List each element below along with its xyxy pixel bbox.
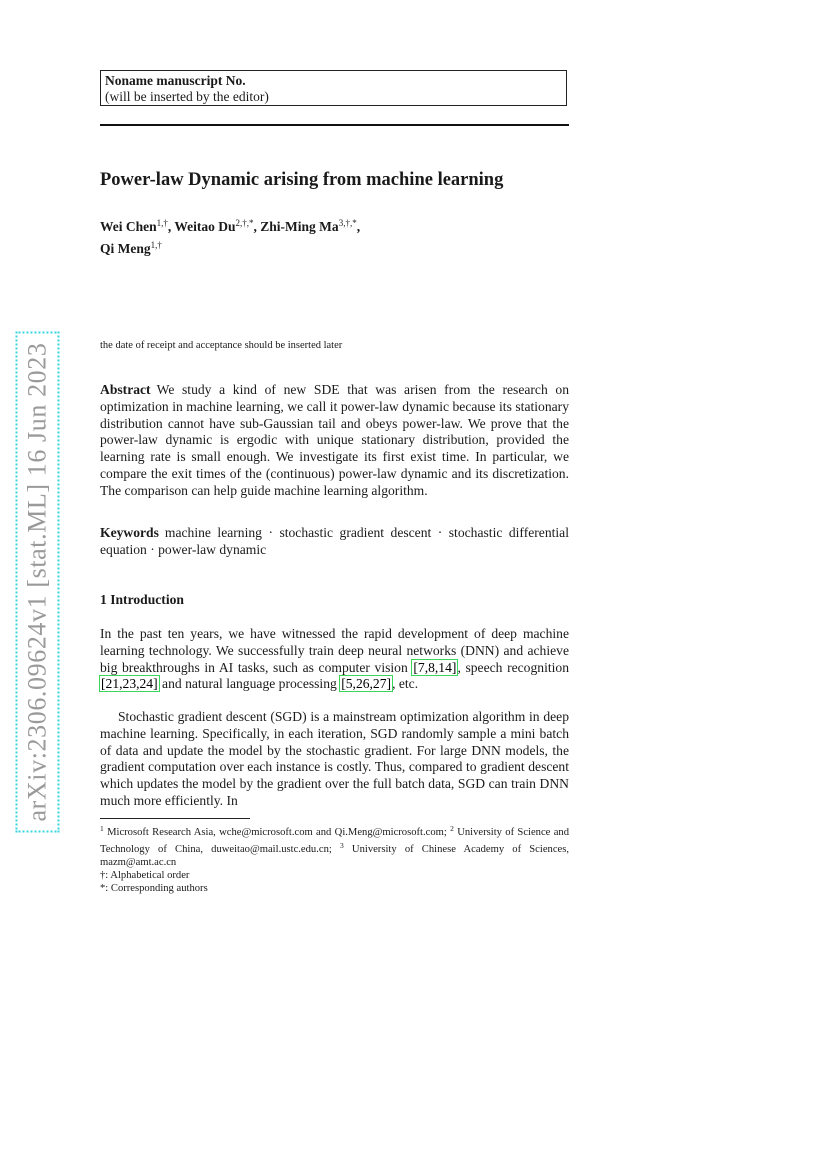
- keywords-label: Keywords: [100, 525, 159, 540]
- footnote-marker: 3: [340, 841, 344, 850]
- abstract-text: We study a kind of new SDE that was arisen from the research on optimization in machine learning, we call it power-law dynamic because its stationary distribution cannot have sub-Gaussian tail and obeys power-law. We prove that the power-law dynamic is ergodic with unique stationary distribution, provided the learning rate is small enough. We investigate its first exist time. In particular, we compare the exit times of the (continuous) power-law dynamic and its discretization. The comparison can help guide machine learning algorithm.: [100, 382, 569, 498]
- arxiv-stamp-container: [18, 328, 56, 836]
- intro-paragraph-2: Stochastic gradient descent (SGD) is a mainstream optimization algorithm in deep machine learning. Specifically, in each iteration, SGD randomly sample a mini batch of data and update the model by the stochastic gradient. For large DNN models, the gradient computation over each instance is costly. Thus, compared to gradient descent which updates the model by the gradient over the full batch data, SGD can train DNN much more efficiently. In: [100, 709, 569, 808]
- arxiv-identifier-link[interactable]: arXiv:2306.09624v1 [stat.ML] 16 Jun 2023: [22, 339, 52, 826]
- footnote-dagger: †: Alphabetical order: [100, 870, 190, 881]
- intro-text: , etc.: [392, 676, 419, 692]
- author-list: Wei Chen$^{1,\dagger}$, Weitao $Du^{2,\dagger,*}$, Zhi-Ming $Ma^{3,\dagger,*}$, Qi Meng$^{1,\dagger}$: [100, 218, 361, 256]
- paper-title: Power-law Dynamic arising from machine learning: [100, 170, 504, 190]
- footnote-text: Microsoft Research Asia, wche@microsoft.com and Qi.Meng@microsoft.com;: [107, 827, 447, 838]
- intro-paragraph-1: [100, 626, 569, 693]
- footnote-rule: [100, 818, 250, 819]
- citation-link[interactable]: [21,23,24]: [101, 676, 158, 692]
- author-name: Weitao Du: [174, 219, 236, 234]
- citation-link[interactable]: [5,26,27]: [341, 676, 392, 692]
- editor-note: (will be inserted by the editor): [105, 89, 269, 104]
- footnotes: [100, 822, 569, 895]
- abstract: [100, 382, 569, 500]
- footnote-star: *: Corresponding authors: [100, 883, 208, 894]
- abstract-label: Abstract: [100, 382, 151, 397]
- keywords: [100, 525, 569, 559]
- footnote-marker: 2: [450, 824, 454, 833]
- footnote-text: University of Science and Technology of China, duweitao@mail.ustc.edu.cn;: [100, 827, 569, 855]
- author-name: Wei Chen: [100, 219, 157, 234]
- footnote-marker: 1: [100, 824, 104, 833]
- author-name: Zhi-Ming Ma: [260, 219, 339, 234]
- manuscript-info-box: [100, 70, 567, 106]
- intro-text: In the past ten years, we have witnessed the rapid development of deep machine learning technology. We successfully train deep neural networks (DNN) and achieve big breakthroughs in AI tasks, such as computer vision: [100, 626, 569, 675]
- footnote-affiliations: [100, 824, 569, 868]
- keywords-text: machine learning · stochastic gradient descent · stochastic differential equation · power-law dynamic: [100, 525, 569, 557]
- receipt-date-note: the date of receipt and acceptance should be inserted later: [100, 340, 343, 351]
- intro-text: , speech recognition: [457, 659, 569, 675]
- section-heading: 1 Introduction: [100, 592, 184, 607]
- author-affiliation: 3,†,*: [338, 218, 357, 228]
- intro-text: and natural language processing: [158, 676, 341, 692]
- author-affiliation: 1,†: [150, 240, 162, 250]
- footnote-text: University of Chinese Academy of Sciences, mazm@amt.ac.cn: [100, 844, 569, 868]
- citation-link[interactable]: [7,8,14]: [413, 659, 457, 675]
- manuscript-number: Noname manuscript No.: [105, 73, 246, 88]
- author-affiliation: 1,†: [156, 218, 168, 228]
- header-rule: [100, 124, 569, 126]
- author-name: Qi Meng: [100, 241, 151, 256]
- author-affiliation: 2,†,*: [235, 218, 254, 228]
